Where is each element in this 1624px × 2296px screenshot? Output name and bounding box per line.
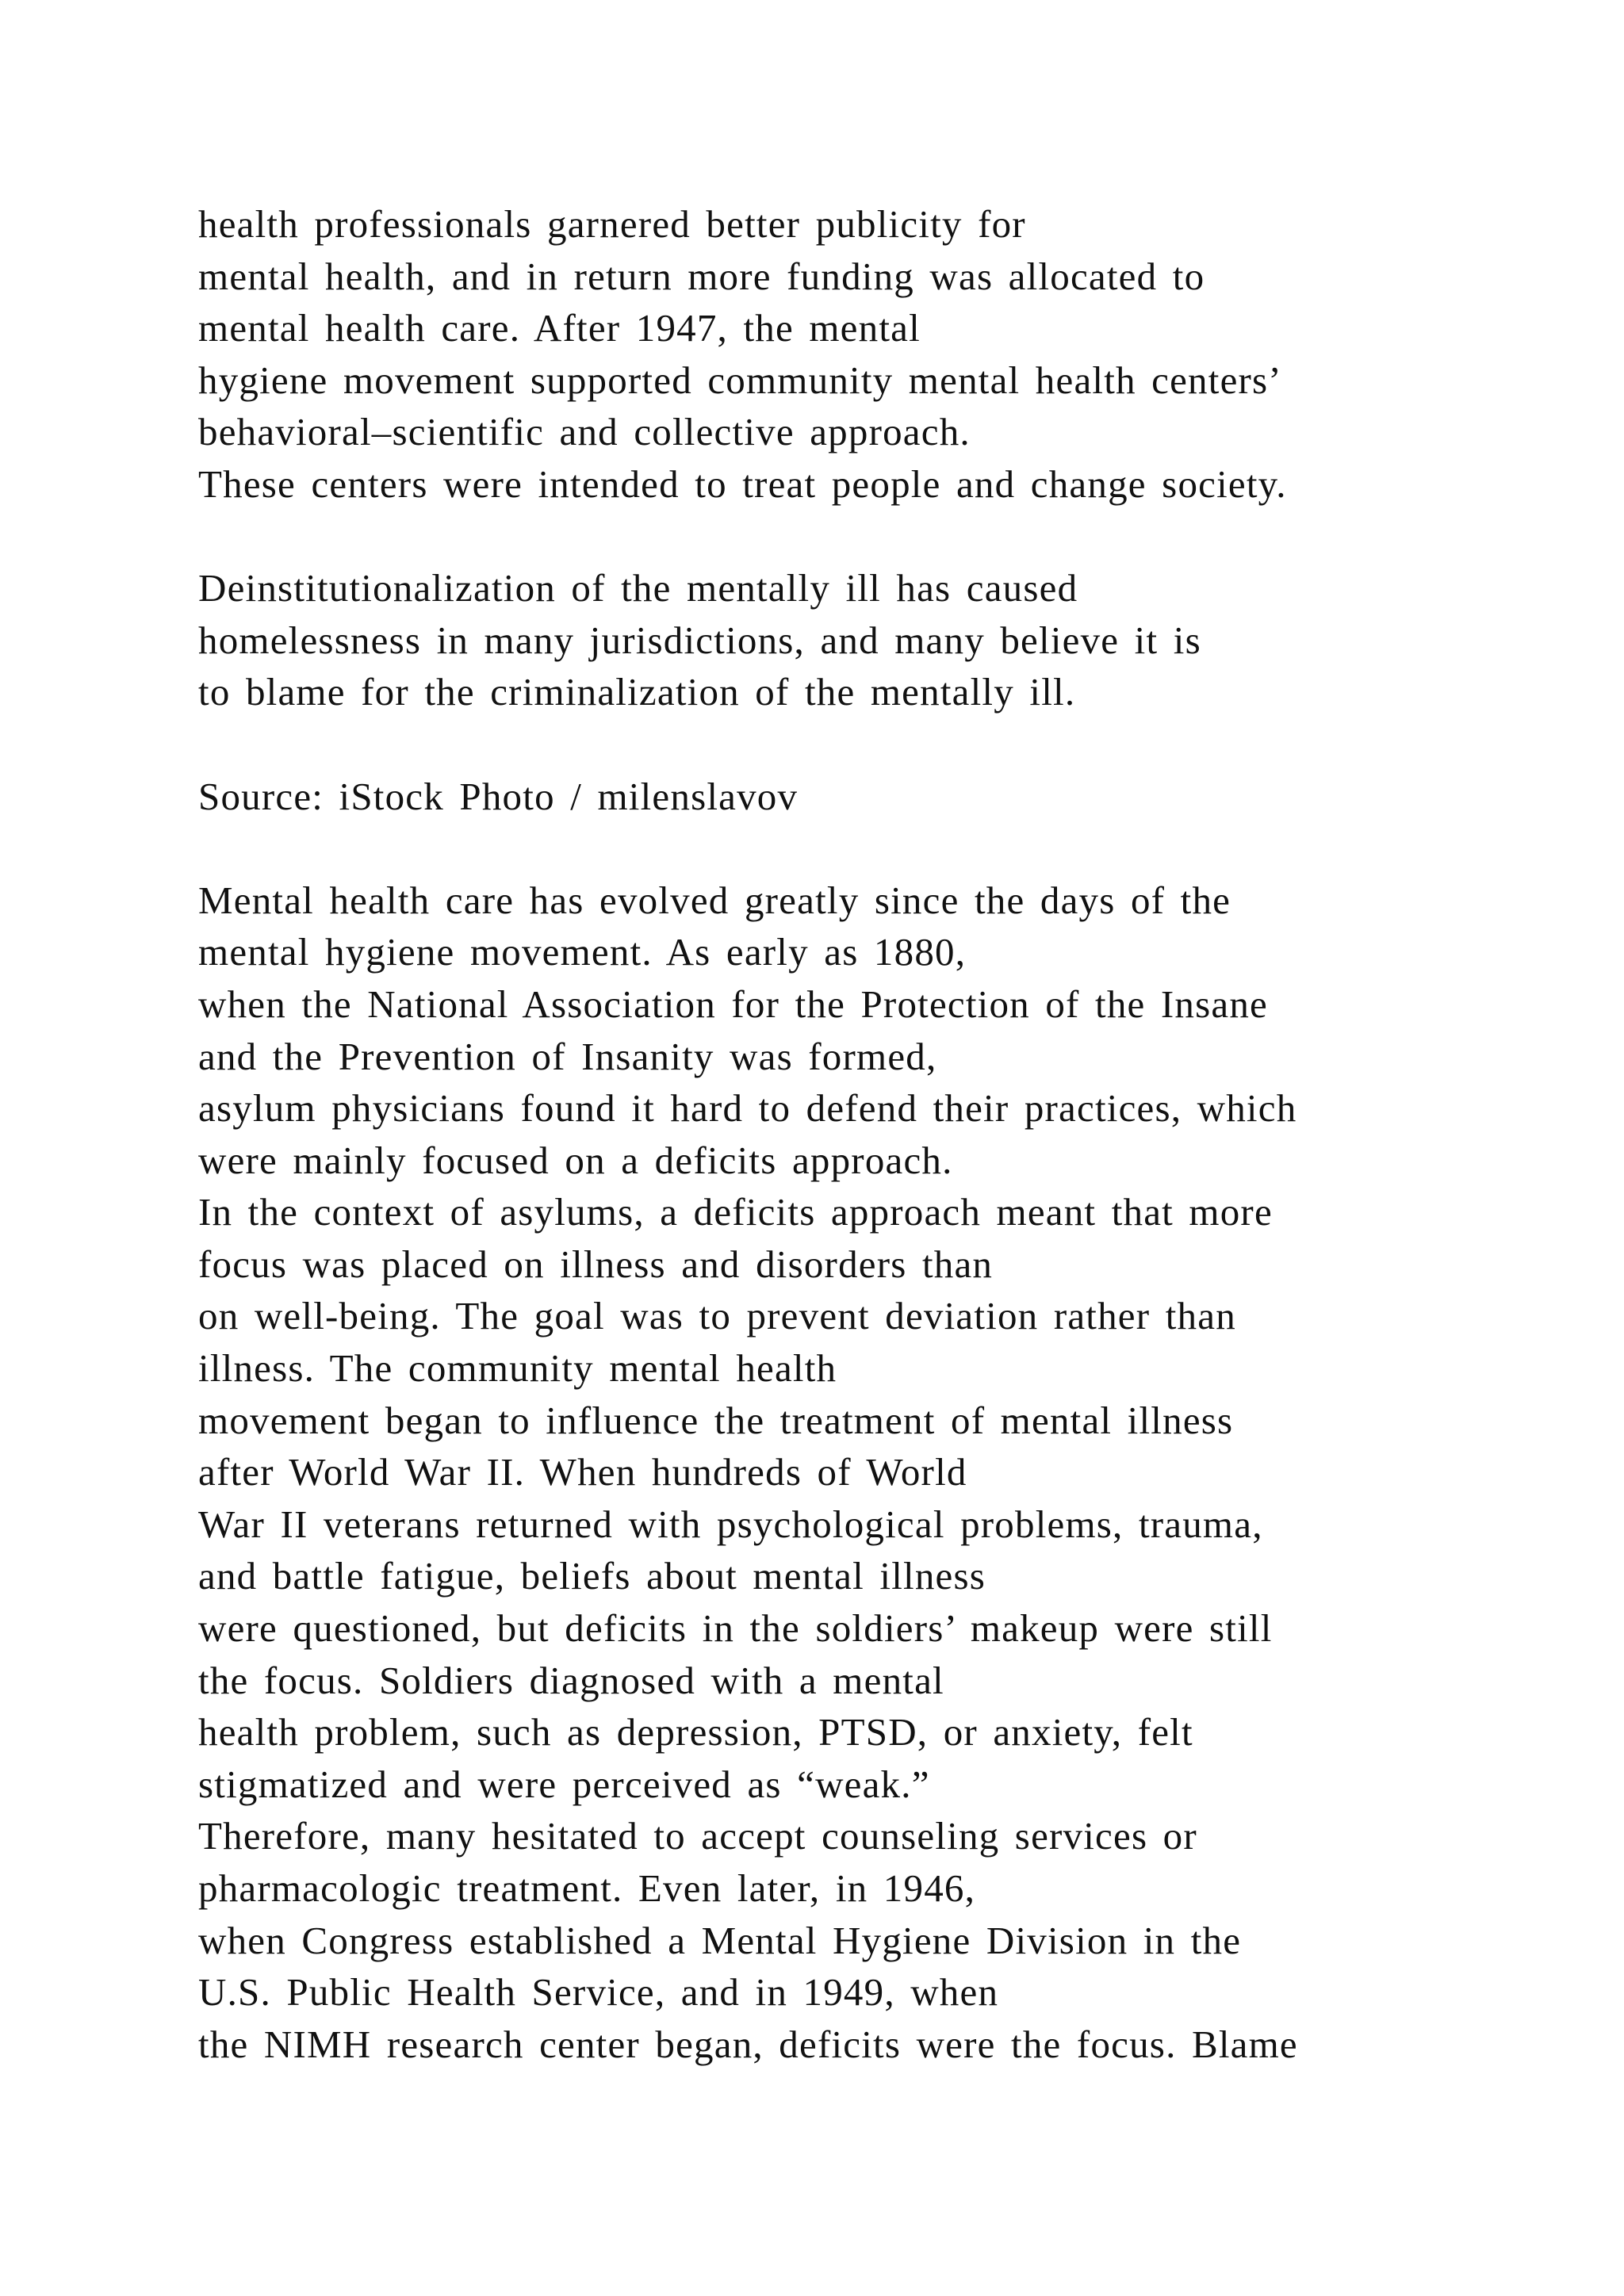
paragraph-deinstitutionalization xyxy=(198,562,1562,718)
text-line: the NIMH research center began, deficits were the focus. Blame xyxy=(198,2022,1298,2066)
text-line: War II veterans returned with psychological problems, trauma, xyxy=(198,1502,1263,1546)
text-line: on well-being. The goal was to prevent deviation rather than xyxy=(198,1294,1236,1338)
text-line: U.S. Public Health Service, and in 1949, when xyxy=(198,1970,999,2015)
text-line: after World War II. When hundreds of World xyxy=(198,1450,967,1494)
paragraph-spacer xyxy=(198,718,1562,771)
text-line: These centers were intended to treat people and change society. xyxy=(198,461,1287,506)
text-line: focus was placed on illness and disorders than xyxy=(198,1242,994,1286)
text-line: mental health, and in return more funding was allocated to xyxy=(198,254,1205,298)
text-line: health problem, such as depression, PTSD, or anxiety, felt xyxy=(198,1710,1193,1755)
text-line: stigmatized and were perceived as “weak.” xyxy=(198,1762,930,1806)
text-line: were questioned, but deficits in the soldiers’ makeup were still xyxy=(198,1606,1273,1651)
text-line: to blame for the criminalization of the mentally ill. xyxy=(198,670,1076,714)
text-line: the focus. Soldiers diagnosed with a mental xyxy=(198,1658,944,1702)
paragraph-spacer xyxy=(198,511,1562,563)
text-line: illness. The community mental health xyxy=(198,1346,837,1391)
text-line: health professionals garnered better publicity for xyxy=(198,202,1026,246)
text-line: pharmacologic treatment. Even later, in 1946, xyxy=(198,1866,976,1910)
paragraph-mental-health-care-history xyxy=(198,874,1562,2071)
text-line: Therefore, many hesitated to accept counseling services or xyxy=(198,1814,1197,1858)
text-line: homelessness in many jurisdictions, and many believe it is xyxy=(198,618,1201,662)
text-line: asylum physicians found it hard to defend their practices, which xyxy=(198,1086,1297,1131)
text-line: behavioral–scientific and collective approach. xyxy=(198,410,971,454)
text-line: mental hygiene movement. As early as 1880, xyxy=(198,930,967,974)
text-line: when the National Association for the Protection of the Insane xyxy=(198,982,1268,1026)
text-line: Deinstitutionalization of the mentally ill has caused xyxy=(198,566,1078,610)
paragraph-mental-hygiene-movement xyxy=(198,198,1562,511)
image-source-credit xyxy=(198,771,1562,823)
text-line: hygiene movement supported community mental health centers’ xyxy=(198,358,1282,402)
text-line: Mental health care has evolved greatly since the days of the xyxy=(198,878,1231,922)
text-line: when Congress established a Mental Hygiene Division in the xyxy=(198,1918,1242,1962)
text-line: movement began to influence the treatment of mental illness xyxy=(198,1398,1234,1442)
text-line: In the context of asylums, a deficits approach meant that more xyxy=(198,1190,1273,1234)
paragraph-spacer xyxy=(198,822,1562,874)
text-line: and the Prevention of Insanity was formed, xyxy=(198,1034,937,1078)
document-body xyxy=(198,198,1562,2070)
text-line: and battle fatigue, beliefs about mental illness xyxy=(198,1554,986,1598)
text-line: mental health care. After 1947, the mental xyxy=(198,306,921,350)
text-line: were mainly focused on a deficits approach. xyxy=(198,1138,953,1182)
text-line: Source: iStock Photo / milenslavov xyxy=(198,774,799,818)
